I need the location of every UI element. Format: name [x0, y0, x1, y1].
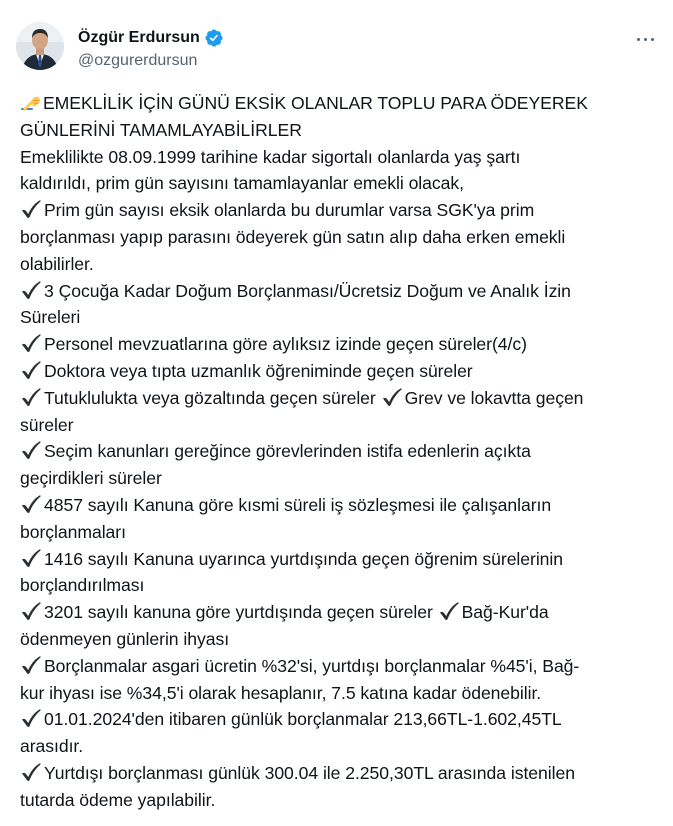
tweet-text-segment: geçirdikleri süreler	[20, 468, 162, 489]
tweet-text-segment: Süreleri	[20, 307, 81, 328]
tweet-text-segment: olabilirler.	[20, 253, 94, 274]
tweet-text-segment: borçlanmaları	[20, 521, 126, 542]
tweet-text-segment: arasıdır.	[20, 736, 84, 757]
verified-badge-icon[interactable]	[204, 28, 224, 48]
tweet-text-line	[20, 572, 660, 599]
check-mark-icon	[20, 762, 42, 782]
tweet-text-segment: kaldırıldı, prim gün sayısını tamamlayanlar emekli olacak,	[20, 173, 464, 194]
tweet-text-segment: borçlandırılması	[20, 575, 145, 596]
tweet-text-line	[20, 412, 660, 439]
tweet-text-line	[20, 170, 660, 197]
tweet-text-segment: Seçim kanunları gereğince görevlerinden istifa edenlerin açıkta	[44, 441, 531, 462]
avatar-image	[16, 22, 64, 70]
tweet-text-segment: Tutuklulukta veya gözaltında geçen süreler	[44, 387, 381, 408]
tweet-text-line	[20, 438, 660, 465]
tweet-text-segment: 1416 sayılı Kanuna uyarınca yurtdışında geçen öğrenim sürelerinin	[44, 548, 564, 569]
tweet-text-segment: Personel mevzuatlarına göre aylıksız izinde geçen süreler(4/c)	[44, 334, 527, 355]
tweet-text-line	[20, 358, 660, 385]
check-mark-icon	[20, 494, 42, 514]
tweet-text-segment: borçlanması yapıp parasını ödeyerek gün satın alıp daha erken emekli	[20, 226, 566, 247]
tweet-text-segment: 3201 sayılı kanuna göre yurtdışında geçen süreler	[44, 602, 438, 623]
tweet-text-line	[20, 385, 660, 412]
check-mark-icon	[438, 601, 460, 621]
author-block	[78, 27, 224, 71]
tweet-text-segment: ödenmeyen günlerin ihyası	[20, 628, 230, 649]
check-mark-icon	[381, 387, 403, 407]
tweet-text-line	[20, 760, 660, 787]
tweet-text-line	[20, 626, 660, 653]
author-display-name[interactable]: Özgür Erdursun	[78, 29, 200, 46]
tweet-text-segment: 3 Çocuğa Kadar Doğum Borçlanması/Ücretsiz Doğum ve Analık İzin	[44, 280, 571, 301]
tweet-text-segment: Bağ-Kur'da	[461, 602, 549, 623]
tweet-text-segment: kur ihyası ise %34,5'i olarak hesaplanır, 7.5 katına kadar ödenebilir.	[20, 682, 542, 703]
tweet-text-segment: Doktora veya tıpta uzmanlık öğreniminde geçen süreler	[44, 360, 473, 381]
tweet-text-segment: 01.01.2024'den itibaren günlük borçlanmalar 213,66TL-1.602,45TL	[44, 709, 562, 730]
writing-hand-icon	[20, 92, 42, 112]
check-mark-icon	[20, 655, 42, 675]
tweet-text-line	[20, 733, 660, 760]
tweet-text-line	[20, 653, 660, 680]
tweet-text-segment: 4857 sayılı Kanuna göre kısmi süreli iş sözleşmesi ile çalışanların	[44, 494, 552, 515]
check-mark-icon	[20, 333, 42, 353]
tweet-text-line	[20, 197, 660, 224]
tweet-text-line	[20, 90, 660, 117]
tweet-text-segment: Grev ve lokavtta geçen	[404, 387, 584, 408]
more-horizontal-icon-dot	[644, 38, 647, 41]
check-mark-icon	[20, 387, 42, 407]
check-mark-icon	[20, 280, 42, 300]
tweet-text-line	[20, 331, 660, 358]
tweet-text-segment: tutarda ödeme yapılabilir.	[20, 789, 216, 810]
avatar[interactable]	[16, 22, 64, 70]
tweet-text-line	[20, 304, 660, 331]
check-mark-icon	[20, 360, 42, 380]
check-mark-icon	[20, 548, 42, 568]
tweet-text-line	[20, 224, 660, 251]
tweet-text-line	[20, 251, 660, 278]
tweet-text-line	[20, 492, 660, 519]
tweet-text-segment: EMEKLİLİK İÇİN GÜNÜ EKSİK OLANLAR TOPLU PARA ÖDEYEREK	[43, 93, 588, 113]
tweet-text-line	[20, 144, 660, 171]
tweet-text-line	[20, 546, 660, 573]
tweet-text-segment: GÜNLERİNİ TAMAMLAYABİLİRLER	[20, 119, 302, 140]
tweet-text-segment: Emeklilikte 08.09.1999 tarihine kadar sigortalı olanlarda yaş şartı	[20, 146, 521, 167]
check-mark-icon	[20, 440, 42, 460]
tweet-text-segment: Borçlanmalar asgari ücretin %32'si, yurtdışı borçlanmalar %45'i, Bağ-	[44, 655, 580, 676]
more-horizontal-icon	[637, 38, 640, 41]
author-handle[interactable]: @ozgurerdursun	[78, 52, 198, 69]
tweet-text-line	[20, 680, 660, 707]
tweet-text-line	[20, 599, 660, 626]
tweet-text	[20, 90, 660, 814]
tweet-text-segment: Yurtdışı borçlanması günlük 300.04 ile 2.250,30TL arasında istenilen	[44, 762, 575, 783]
check-mark-icon	[20, 708, 42, 728]
tweet-text-line	[20, 787, 660, 814]
tweet-text-line	[20, 278, 660, 305]
tweet-text-line	[20, 465, 660, 492]
tweet-text-segment: Prim gün sayısı eksik olanlarda bu durumlar varsa SGK'ya prim	[44, 200, 535, 221]
check-mark-icon	[20, 601, 42, 621]
more-horizontal-icon-dot	[651, 38, 654, 41]
author-name-row	[78, 27, 224, 49]
more-options-button[interactable]	[630, 27, 660, 51]
check-mark-icon	[20, 199, 42, 219]
tweet-text-segment: süreler	[20, 414, 74, 435]
tweet-text-line	[20, 117, 660, 144]
tweet-text-line	[20, 706, 660, 733]
tweet-text-line	[20, 519, 660, 546]
